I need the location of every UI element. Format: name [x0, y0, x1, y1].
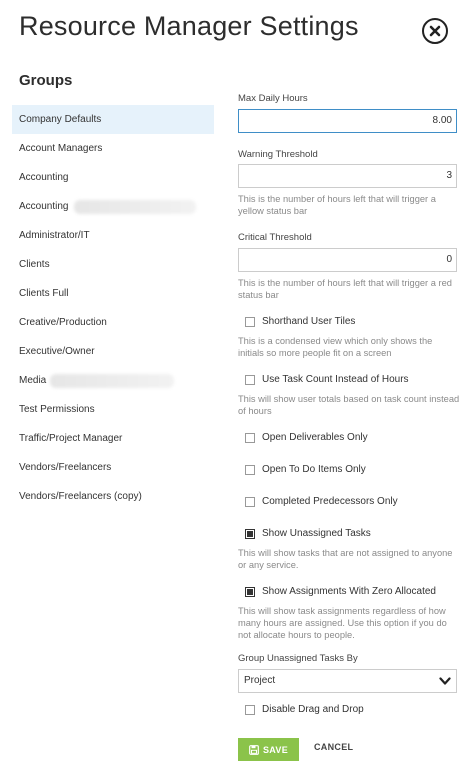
group-item-label: Media	[19, 375, 47, 386]
show-zero-allocated-label: Show Assignments With Zero Allocated	[262, 586, 436, 597]
group-item-label: Test Permissions	[19, 404, 95, 415]
max-daily-hours-input[interactable]: 8.00	[238, 109, 457, 133]
show-unassigned-help: This will show tasks that are not assigned to anyone or any service.	[238, 548, 453, 570]
shorthand-user-tiles-option[interactable]	[238, 316, 355, 327]
show-zero-allocated-checkbox[interactable]	[245, 587, 255, 597]
open-deliverables-label: Open Deliverables Only	[262, 432, 368, 443]
group-item-executive-owner[interactable]	[12, 337, 214, 366]
group-item-administrator-it[interactable]	[12, 221, 214, 250]
group-item-traffic-project-manager[interactable]	[12, 424, 214, 453]
redacted-text	[50, 374, 174, 388]
open-todo-checkbox[interactable]	[245, 465, 255, 475]
group-item-accounting[interactable]	[12, 163, 214, 192]
group-item-label: Vendors/Freelancers	[19, 462, 112, 473]
group-item-label: Company Defaults	[19, 114, 102, 125]
completed-predecessors-checkbox[interactable]	[245, 497, 255, 507]
disable-drag-drop-checkbox[interactable]	[245, 705, 255, 715]
group-item-label: Executive/Owner	[19, 346, 95, 357]
task-count-help: This will show user totals based on task count instead of hours	[238, 394, 460, 416]
save-label: SAVE	[262, 744, 289, 755]
group-item-label: Clients	[19, 259, 50, 270]
task-count-label: Use Task Count Instead of Hours	[262, 374, 409, 385]
groups-heading: Groups	[19, 72, 73, 89]
group-unassigned-value: Project	[244, 675, 276, 686]
group-item-clients[interactable]	[12, 250, 214, 279]
warning-threshold-input[interactable]: 3	[238, 164, 457, 188]
group-item-label: Clients Full	[19, 288, 69, 299]
group-unassigned-label: Group Unassigned Tasks By	[238, 653, 358, 664]
critical-threshold-input[interactable]: 0	[238, 248, 457, 272]
group-item-label: Traffic/Project Manager	[19, 433, 123, 444]
save-button[interactable]	[238, 738, 299, 761]
group-item-label: Accounting	[19, 201, 69, 212]
completed-predecessors-option[interactable]	[238, 496, 398, 507]
redacted-text	[74, 200, 196, 214]
warning-threshold-label: Warning Threshold	[238, 149, 318, 160]
show-unassigned-label: Show Unassigned Tasks	[262, 528, 371, 539]
group-item-accounting-2[interactable]	[12, 192, 214, 221]
show-zero-allocated-help: This will show task assignments regardless of how many hours are assigned. Use this option if you do not allocate hours to people.	[238, 606, 447, 640]
group-unassigned-select[interactable]	[238, 669, 457, 693]
disable-drag-drop-option[interactable]	[238, 704, 364, 715]
cancel-button[interactable]: CANCEL	[314, 742, 354, 752]
close-icon	[428, 24, 442, 38]
disable-drag-drop-label: Disable Drag and Drop	[262, 704, 364, 715]
group-item-clients-full[interactable]	[12, 279, 214, 308]
group-item-test-permissions[interactable]	[12, 395, 214, 424]
group-item-label: Accounting	[19, 172, 69, 183]
group-item-vendors-freelancers[interactable]	[12, 453, 214, 482]
completed-predecessors-label: Completed Predecessors Only	[262, 496, 398, 507]
save-icon	[249, 745, 259, 755]
group-item-label: Creative/Production	[19, 317, 107, 328]
group-item-account-managers[interactable]	[12, 134, 214, 163]
group-item-label: Administrator/IT	[19, 230, 90, 241]
open-todo-label: Open To Do Items Only	[262, 464, 366, 475]
show-unassigned-option[interactable]	[238, 528, 371, 539]
group-item-label: Vendors/Freelancers (copy)	[19, 491, 142, 502]
max-daily-hours-label: Max Daily Hours	[238, 93, 308, 104]
critical-threshold-label: Critical Threshold	[238, 232, 312, 243]
group-item-vendors-freelancers-copy[interactable]	[12, 482, 214, 511]
task-count-checkbox[interactable]	[245, 375, 255, 385]
group-item-label: Account Managers	[19, 143, 103, 154]
critical-threshold-help: This is the number of hours left that will trigger a red status bar	[238, 278, 452, 300]
shorthand-user-tiles-help: This is a condensed view which only shows the initials so more people fit on a screen	[238, 336, 433, 358]
group-item-creative-production[interactable]	[12, 308, 214, 337]
open-deliverables-checkbox[interactable]	[245, 433, 255, 443]
groups-list	[12, 105, 214, 511]
show-unassigned-checkbox[interactable]	[245, 529, 255, 539]
group-item-company-defaults[interactable]	[12, 105, 214, 134]
open-todo-option[interactable]	[238, 464, 366, 475]
warning-threshold-help: This is the number of hours left that will trigger a yellow status bar	[238, 194, 436, 216]
group-item-media[interactable]	[12, 366, 214, 395]
shorthand-user-tiles-label: Shorthand User Tiles	[262, 316, 356, 327]
show-zero-allocated-option[interactable]	[238, 586, 436, 597]
task-count-option[interactable]	[238, 374, 409, 385]
open-deliverables-option[interactable]	[238, 432, 368, 443]
page-title: Resource Manager Settings	[19, 11, 359, 41]
shorthand-user-tiles-checkbox[interactable]	[245, 317, 255, 327]
close-button[interactable]	[422, 18, 448, 44]
chevron-down-icon	[439, 675, 451, 687]
